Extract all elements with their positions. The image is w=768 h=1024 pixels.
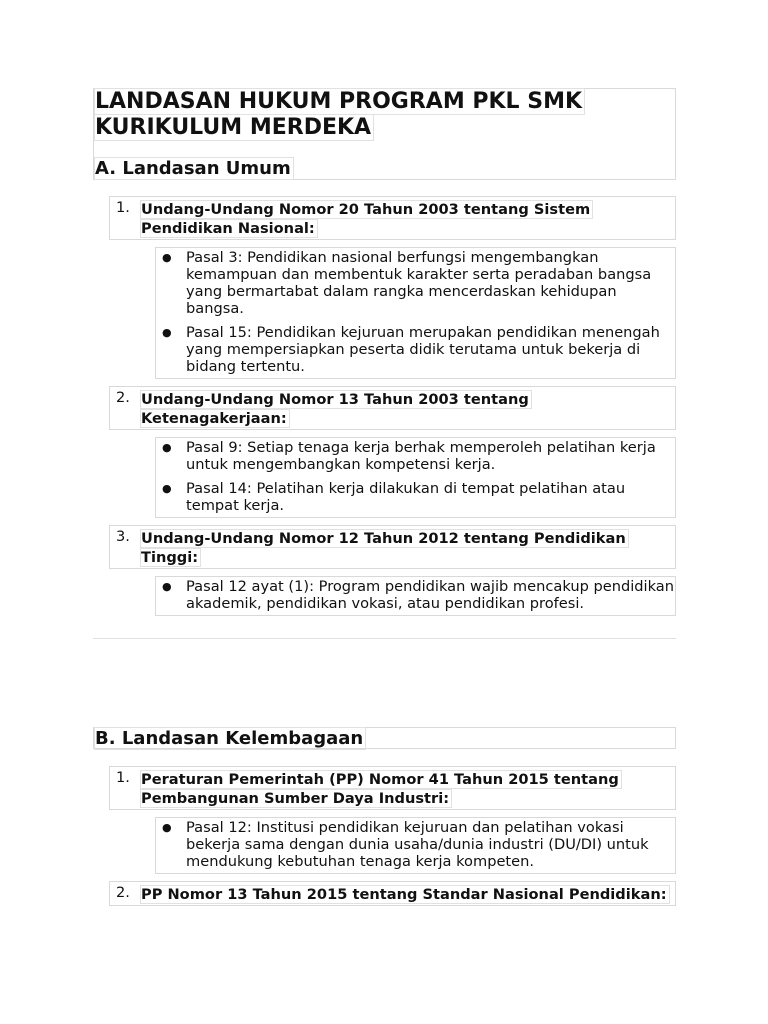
bullet-item [156,439,675,473]
bullet-list [155,247,676,379]
page-divider [93,638,676,639]
bullet-dot-icon: ● [162,821,172,834]
section-b-heading-block [93,727,676,749]
bullet-item [156,324,675,375]
list-item [109,881,676,906]
bullet-text: Pasal 9: Setiap tenaga kerja berhak memperoleh pelatihan kerja untuk mengembangkan kompetensi kerja. [186,439,656,473]
title-block [93,88,676,180]
bullet-text: Pasal 3: Pendidikan nasional berfungsi mengembangkan kemampuan dan membentuk karakter serta peradaban bangsa yang bermartabat dalam rangka mencerdaskan kehidupan bangsa. [186,249,652,317]
document-page-2 [93,727,676,906]
bullet-dot-icon: ● [162,251,172,264]
bullet-dot-icon: ● [162,441,172,454]
item-text: Undang-Undang Nomor 13 Tahun 2003 tentang Ketenagakerjaan: [140,390,532,428]
document-title: LANDASAN HUKUM PROGRAM PKL SMK KURIKULUM MERDEKA [94,88,585,141]
bullet-text: Pasal 12: Institusi pendidikan kejuruan dan pelatihan vokasi bekerja sama dengan dunia usaha/dunia industri (DU/DI) untuk mendukung kebutuhan tenaga kerja kompeten. [186,819,649,870]
bullet-dot-icon: ● [162,482,172,495]
item-number: 2. [116,884,130,901]
bullet-text: Pasal 14: Pelatihan kerja dilakukan di tempat pelatihan atau tempat kerja. [186,480,626,514]
item-number: 2. [116,389,130,406]
list-item [109,525,676,569]
bullet-list [155,817,676,874]
bullet-dot-icon: ● [162,580,172,593]
bullet-item [156,578,675,612]
section-heading: B. Landasan Kelembagaan [94,727,366,750]
item-text: Undang-Undang Nomor 20 Tahun 2003 tentang Sistem Pendidikan Nasional: [140,200,593,238]
item-number: 1. [116,199,130,216]
item-text: Undang-Undang Nomor 12 Tahun 2012 tentang Pendidikan Tinggi: [140,529,629,567]
bullet-text: Pasal 12 ayat (1): Program pendidikan wajib mencakup pendidikan akademik, pendidikan vokasi, atau pendidikan profesi. [186,578,674,612]
item-number: 1. [116,769,130,786]
bullet-list [155,437,676,518]
bullet-list [155,576,676,616]
bullet-item [156,819,675,870]
section-a-heading-wrap [94,158,675,180]
item-number: 3. [116,528,130,545]
bullet-dot-icon: ● [162,326,172,339]
item-text: PP Nomor 13 Tahun 2015 tentang Standar Nasional Pendidikan: [140,885,670,904]
bullet-item [156,480,675,514]
section-heading: A. Landasan Umum [94,157,294,180]
document-page-1 [93,88,676,616]
list-item [109,766,676,810]
bullet-text: Pasal 15: Pendidikan kejuruan merupakan pendidikan menengah yang mempersiapkan peserta didik terutama untuk bekerja di bidang tertentu. [186,324,660,375]
list-item [109,196,676,240]
item-text: Peraturan Pemerintah (PP) Nomor 41 Tahun 2015 tentang Pembangunan Sumber Daya Industri: [140,770,622,808]
bullet-item [156,249,675,317]
list-item [109,386,676,430]
